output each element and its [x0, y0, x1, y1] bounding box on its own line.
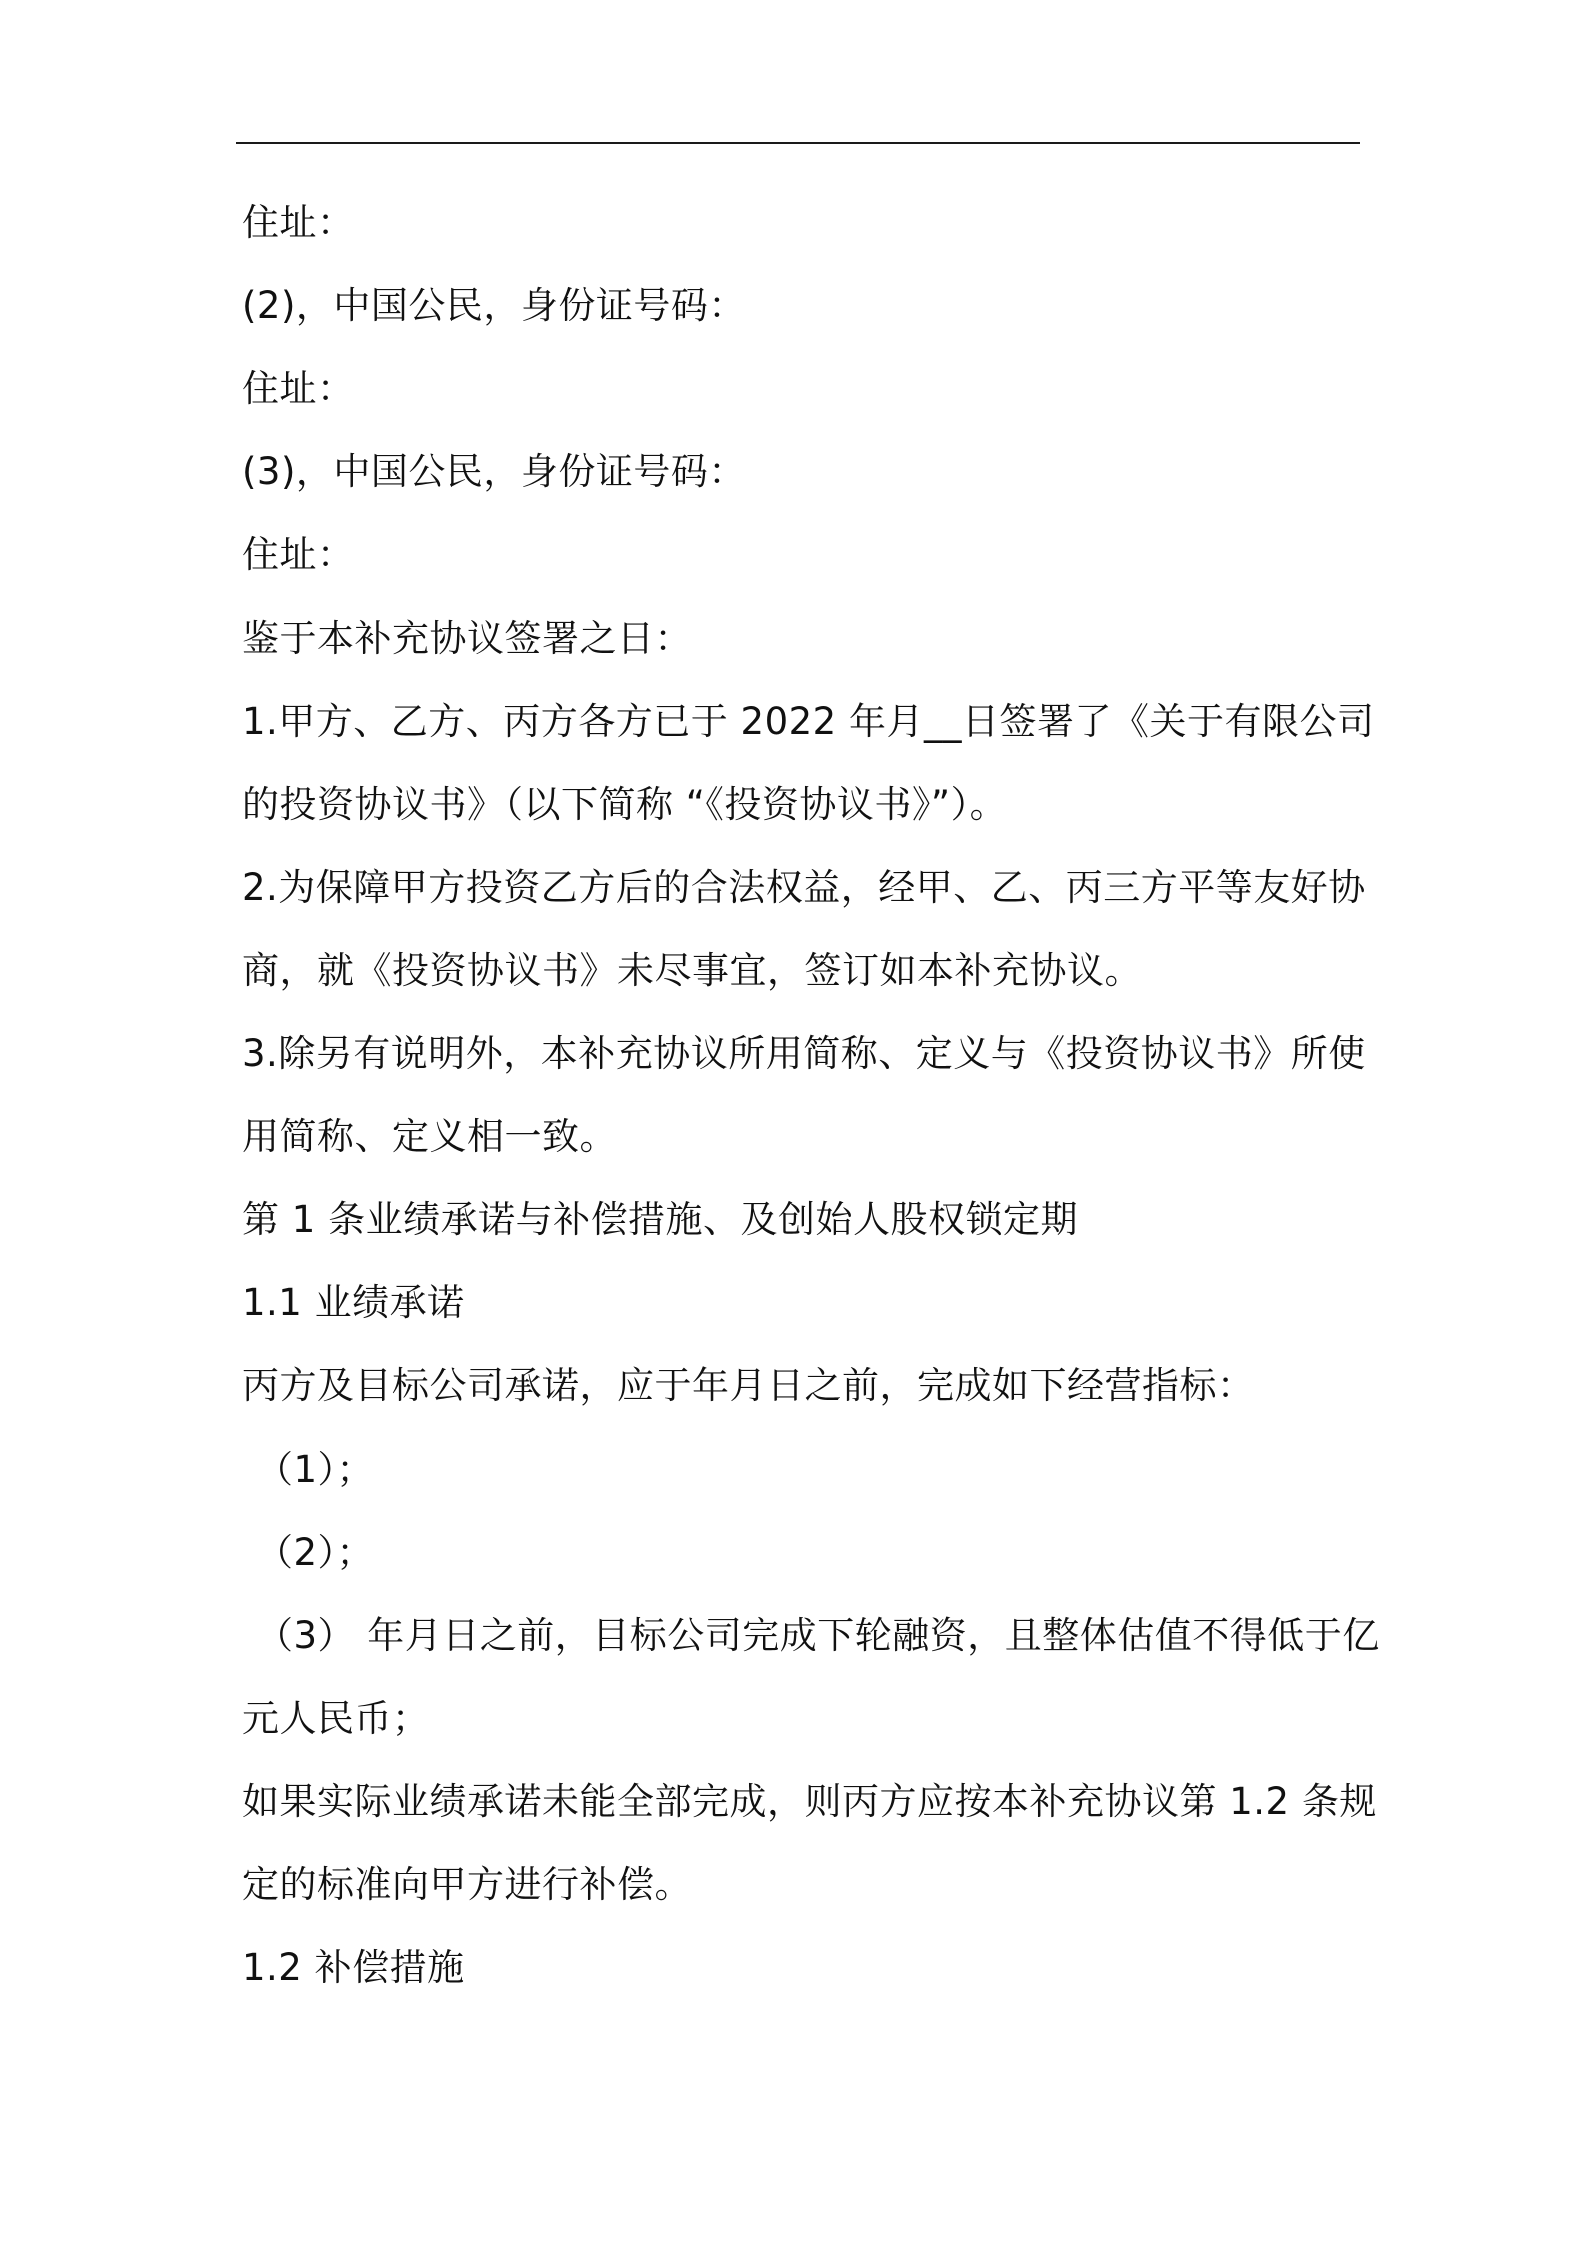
- document-line: 1.1 业绩承诺: [242, 1281, 465, 1324]
- document-line: 第 1 条业绩承诺与补偿措施、及创始人股权锁定期: [242, 1198, 1079, 1241]
- document-line: 商，就《投资协议书》未尽事宜，签订如本补充协议。: [242, 949, 1142, 992]
- document-line: (3)，中国公民，身份证号码：: [242, 450, 746, 493]
- document-line: 1.甲方、乙方、丙方各方已于 2022 年月__日签署了《关于有限公司: [242, 700, 1375, 743]
- document-line: (2)，中国公民，身份证号码：: [242, 284, 746, 327]
- document-line: 如果实际业绩承诺未能全部完成，则丙方应按本补充协议第 1.2 条规: [242, 1780, 1377, 1823]
- document-line: 1.2 补偿措施: [242, 1946, 465, 1989]
- document-line: 丙方及目标公司承诺，应于年月日之前，完成如下经营指标：: [242, 1364, 1255, 1407]
- document-line: 的投资协议书》（以下简称 “《投资协议书》”）。: [242, 783, 1008, 826]
- header-rule: [236, 142, 1360, 144]
- document-line: 定的标准向甲方进行补偿。: [242, 1863, 692, 1906]
- document-line: （1）；: [256, 1448, 375, 1491]
- document-line: 用简称、定义相一致。: [242, 1115, 617, 1158]
- document-line: 鉴于本补充协议签署之日：: [242, 617, 692, 660]
- document-line: 住址：: [242, 201, 355, 244]
- document-line: 住址：: [242, 533, 355, 576]
- document-line: 3.除另有说明外，本补充协议所用简称、定义与《投资协议书》所使: [242, 1032, 1366, 1075]
- document-line: 2.为保障甲方投资乙方后的合法权益，经甲、乙、丙三方平等友好协: [242, 866, 1366, 909]
- document-line: （3） 年月日之前，目标公司完成下轮融资，且整体估值不得低于亿: [256, 1614, 1380, 1657]
- document-line: 住址：: [242, 367, 355, 410]
- document-line: （2）；: [256, 1531, 375, 1574]
- document-line: 元人民币；: [242, 1697, 430, 1740]
